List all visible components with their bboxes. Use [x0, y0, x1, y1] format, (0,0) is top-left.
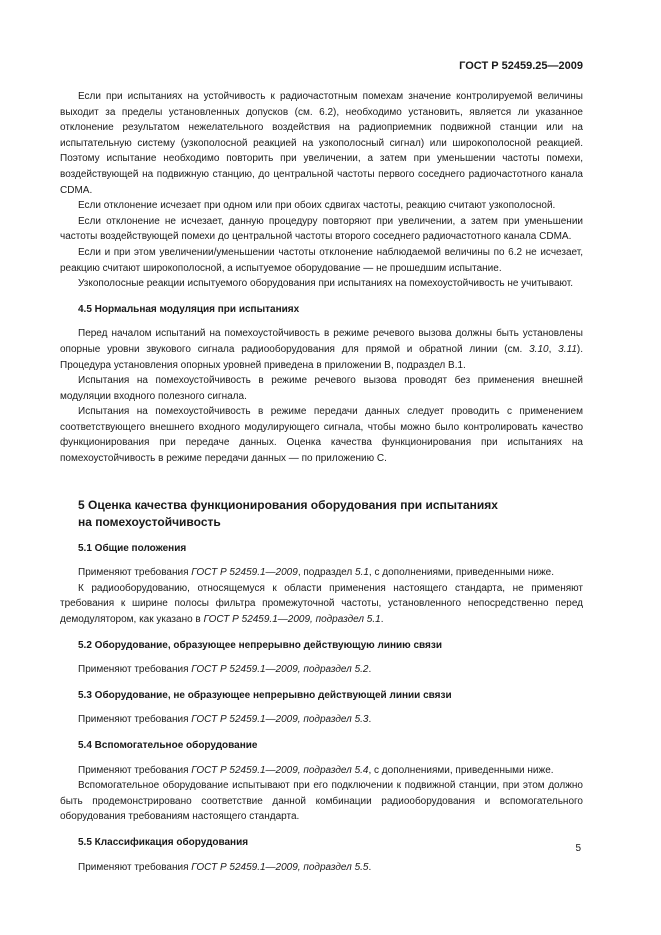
paragraph: Узкополосные реакции испытуемого оборудования при испытаниях на помехоустойчивость не учитывают. [78, 278, 574, 290]
text-run: Применяют требования [78, 861, 192, 873]
page-content [60, 89, 583, 875]
text-run: . [368, 714, 372, 726]
reference: ГОСТ Р 52459.1—2009, подраздел 5.4 [191, 764, 369, 776]
reference: ГОСТ Р 52459.1—2009, подраздел 5.1 [203, 614, 381, 626]
reference: 3.11 [558, 343, 577, 355]
paragraph: Испытания на помехоустойчивость в режиме речевого вызова проводят без применения внешней модуляции входного полезного сигнала. [60, 375, 583, 402]
reference: 5.1 [355, 567, 369, 579]
paragraph [60, 662, 583, 678]
paragraph [60, 712, 583, 728]
paragraph: Если при испытаниях на устойчивость к радиочастотным помехам значение контролируемой величины выходит за пределы установленных допусков (см. 6.2), необходимо установить, является ли указанное отклонение результатом нежелательного воздействия на радиоприемник подвижной станции или на испытательную систему (узкополосной реакцией на узкополосный сигнал) или широкополосной реакцией. Поэтому испытание необходимо повторить при увеличении, а затем при уменьшении частоты помехи, воздействующей на подвижную станцию, до центральной частоты первого соседнего радиочастотного канала CDMA. [60, 91, 583, 196]
paragraph [60, 326, 583, 373]
section-heading-5-5: 5.5 Классификация оборудования [78, 836, 249, 848]
paragraph [60, 763, 583, 779]
text-run: , [548, 343, 559, 355]
text-run: . [380, 614, 384, 626]
paragraph: Вспомогательное оборудование испытывают при его подключении к подвижной станции, при этом должно быть продемонстрировано соответствие данной комбинации радиооборудования и вспомогательного оборудования требованиям настоящего стандарта. [60, 780, 583, 823]
reference: 3.10 [529, 343, 549, 355]
text-run: , подраздел [297, 567, 356, 579]
section-heading-5-1: 5.1 Общие положения [78, 542, 187, 554]
page-number: 5 [575, 843, 581, 854]
reference: ГОСТ Р 52459.1—2009, подраздел 5.5 [191, 861, 369, 873]
paragraph [60, 581, 583, 628]
document-id: ГОСТ Р 52459.25—2009 [459, 60, 583, 72]
heading-line: на помехоустойчивость [78, 514, 221, 529]
text-run: Перед началом испытаний на помехоустойчивость в режиме речевого вызова должны быть установлены опорные уровни звукового сигнала радиооборудования для прямой и обратной линии (см. [60, 328, 583, 355]
text-run: К радиооборудованию, относящемуся к области применения настоящего стандарта, не применяют требования к ширине полосы фильтра промежуточной частоты, установленного непосредственно перед демодулятором, как указано в [60, 582, 583, 626]
section-heading-4-5: 4.5 Нормальная модуляция при испытаниях [78, 303, 300, 315]
heading-line: 5 Оценка качества функционирования оборудования при испытаниях [78, 497, 498, 512]
paragraph: Если и при этом увеличении/уменьшении частоты отклонение наблюдаемой величины по 6.2 не исчезает, реакцию считают широкополосной, а испытуемое оборудование — не прошедшим испытание. [60, 246, 583, 274]
section-heading-5-3: 5.3 Оборудование, не образующее непрерывно действующей линии связи [78, 689, 452, 701]
text-run: . [368, 664, 372, 676]
paragraph [60, 860, 583, 876]
reference: ГОСТ Р 52459.1—2009, подраздел 5.2 [191, 664, 369, 676]
paragraph: Испытания на помехоустойчивость в режиме передачи данных следует проводить с применением соответствующего внешнего входного модулирующего сигнала, чтобы можно было контролировать качество функционирования при передаче данных. Оценка качества функционирования при испытаниях на помехоустойчивость в режиме передачи данных — по приложению С. [60, 406, 583, 465]
text-run: . [368, 861, 372, 873]
paragraph [60, 565, 583, 581]
section-heading-5-4: 5.4 Вспомогательное оборудование [78, 740, 258, 751]
text-run: Применяют требования [78, 567, 192, 579]
text-run: , с дополнениями, приведенными ниже. [368, 764, 554, 776]
text-run: ). Процедура установления опорных уровней приведена в приложении В, подраздел В.1. [60, 343, 584, 371]
text-run: , с дополнениями, приведенными ниже. [368, 567, 554, 579]
section-heading-5-2: 5.2 Оборудование, образующее непрерывно действующую линию связи [78, 639, 443, 651]
text-run: Применяют требования [78, 664, 192, 676]
text-run: Применяют требования [78, 714, 192, 726]
section-heading-5 [78, 497, 583, 531]
paragraph: Если отклонение не исчезает, данную процедуру повторяют при увеличении, а затем при уменьшении частоты воздействующей помехи до центральной частоты второго соседнего радиочастотного канала CDMA. [60, 215, 583, 243]
paragraph: Если отклонение исчезает при одном или при обоих сдвигах частоты, реакцию считают узкополосной. [78, 200, 556, 212]
text-run: Применяют требования [78, 764, 192, 776]
reference: ГОСТ Р 52459.1—2009 [191, 567, 298, 579]
reference: ГОСТ Р 52459.1—2009, подраздел 5.3 [191, 714, 369, 726]
